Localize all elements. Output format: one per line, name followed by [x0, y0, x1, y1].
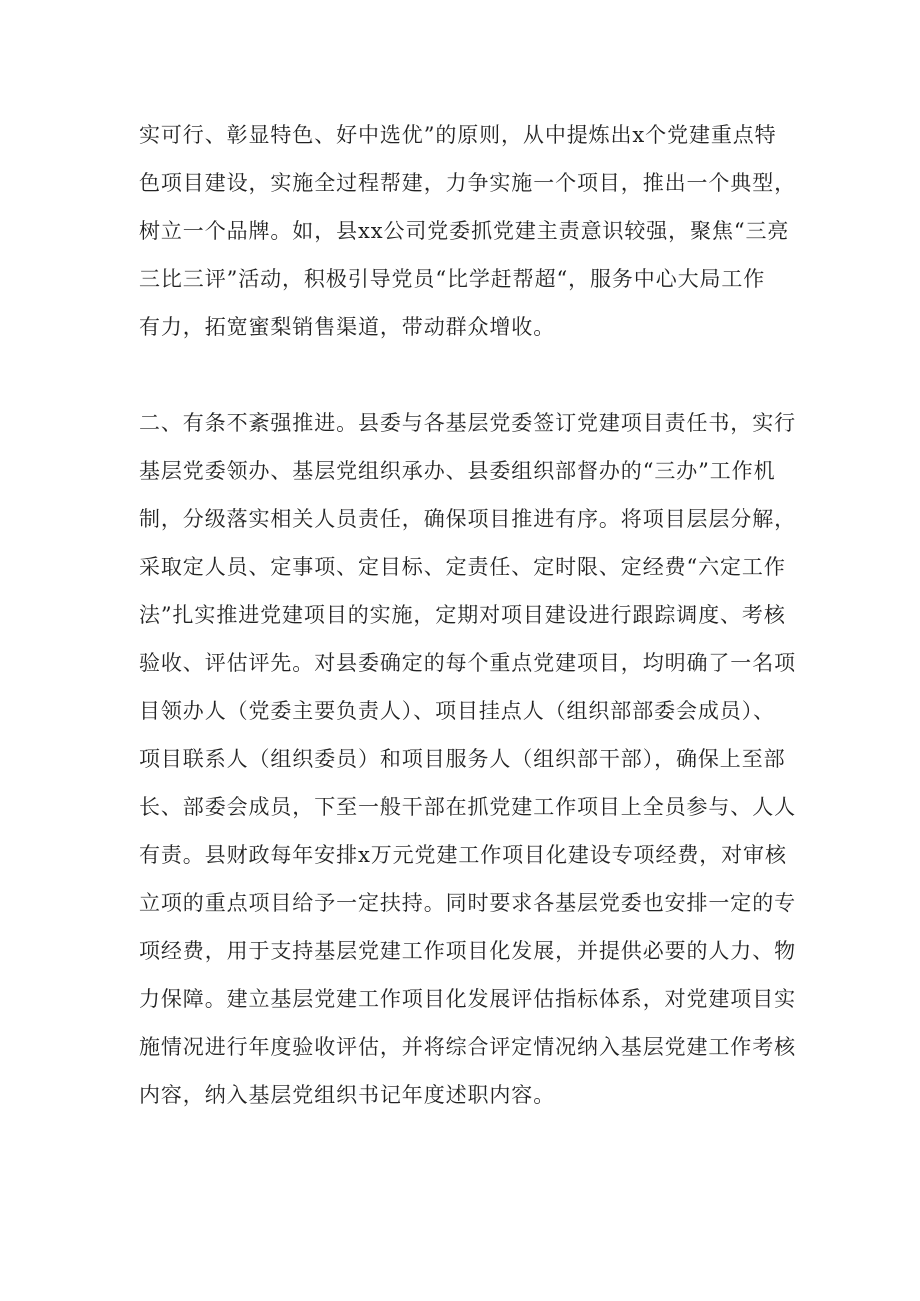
paragraph-line: 项经费，用于支持基层党建工作项目化发展，并提供必要的人力、物 — [139, 939, 796, 963]
paragraph-line: 树立一个品牌。如，县xx公司党委抓党建主责意识较强，聚焦“三亮 — [139, 219, 790, 243]
paragraph-line: 有责。县财政每年安排x万元党建工作项目化建设专项经费，对审核 — [139, 843, 787, 867]
paragraph-line: 有力，拓宽蜜梨销售渠道，带动群众增收。 — [139, 315, 556, 339]
paragraph-line: 采取定人员、定事项、定目标、定责任、定时限、定经费“六定工作 — [139, 555, 786, 579]
paragraph-line: 实可行、彰显特色、好中选优”的原则，从中提炼出x个党建重点特 — [139, 123, 777, 147]
paragraph-line: 力保障。建立基层党建工作项目化发展评估指标体系，对党建项目实 — [139, 987, 796, 1011]
paragraph-line: 基层党委领办、基层党组织承办、县委组织部督办的“三办”工作机 — [139, 459, 776, 483]
paragraph-line: 法”扎实推进党建项目的实施，定期对项目建设进行跟踪调度、考核 — [139, 603, 786, 627]
paragraph-line: 色项目建设，实施全过程帮建，力争实施一个项目，推出一个典型， — [139, 171, 796, 195]
paragraph-line: 验收、评估评先。对县委确定的每个重点党建项目，均明确了一名项 — [139, 651, 796, 675]
paragraph-line: 长、部委会成员，下至一般干部在抓党建工作项目上全员参与、人人 — [139, 795, 796, 819]
paragraph-line: 目领办人（党委主要负责人）、项目挂点人（组织部部委会成员）、 — [139, 699, 775, 723]
paragraph-line: 立项的重点项目给予一定扶持。同时要求各基层党委也安排一定的专 — [139, 891, 796, 915]
paragraph-line: 项目联系人（组织委员）和项目服务人（组织部干部），确保上至部 — [139, 747, 786, 771]
paragraph-line: 二、有条不紊强推进。县委与各基层党委签订党建项目责任书，实行 — [139, 411, 796, 435]
paragraph-line: 三比三评”活动，积极引导党员“比学赶帮超“，服务中心大局工作 — [139, 267, 766, 291]
paragraph-line: 内容，纳入基层党组织书记年度述职内容。 — [139, 1083, 556, 1107]
paragraph-line: 制，分级落实相关人员责任，确保项目推进有序。将项目层层分解， — [139, 507, 796, 531]
paragraph-line: 施情况进行年度验收评估，并将综合评定情况纳入基层党建工作考核 — [139, 1035, 796, 1059]
